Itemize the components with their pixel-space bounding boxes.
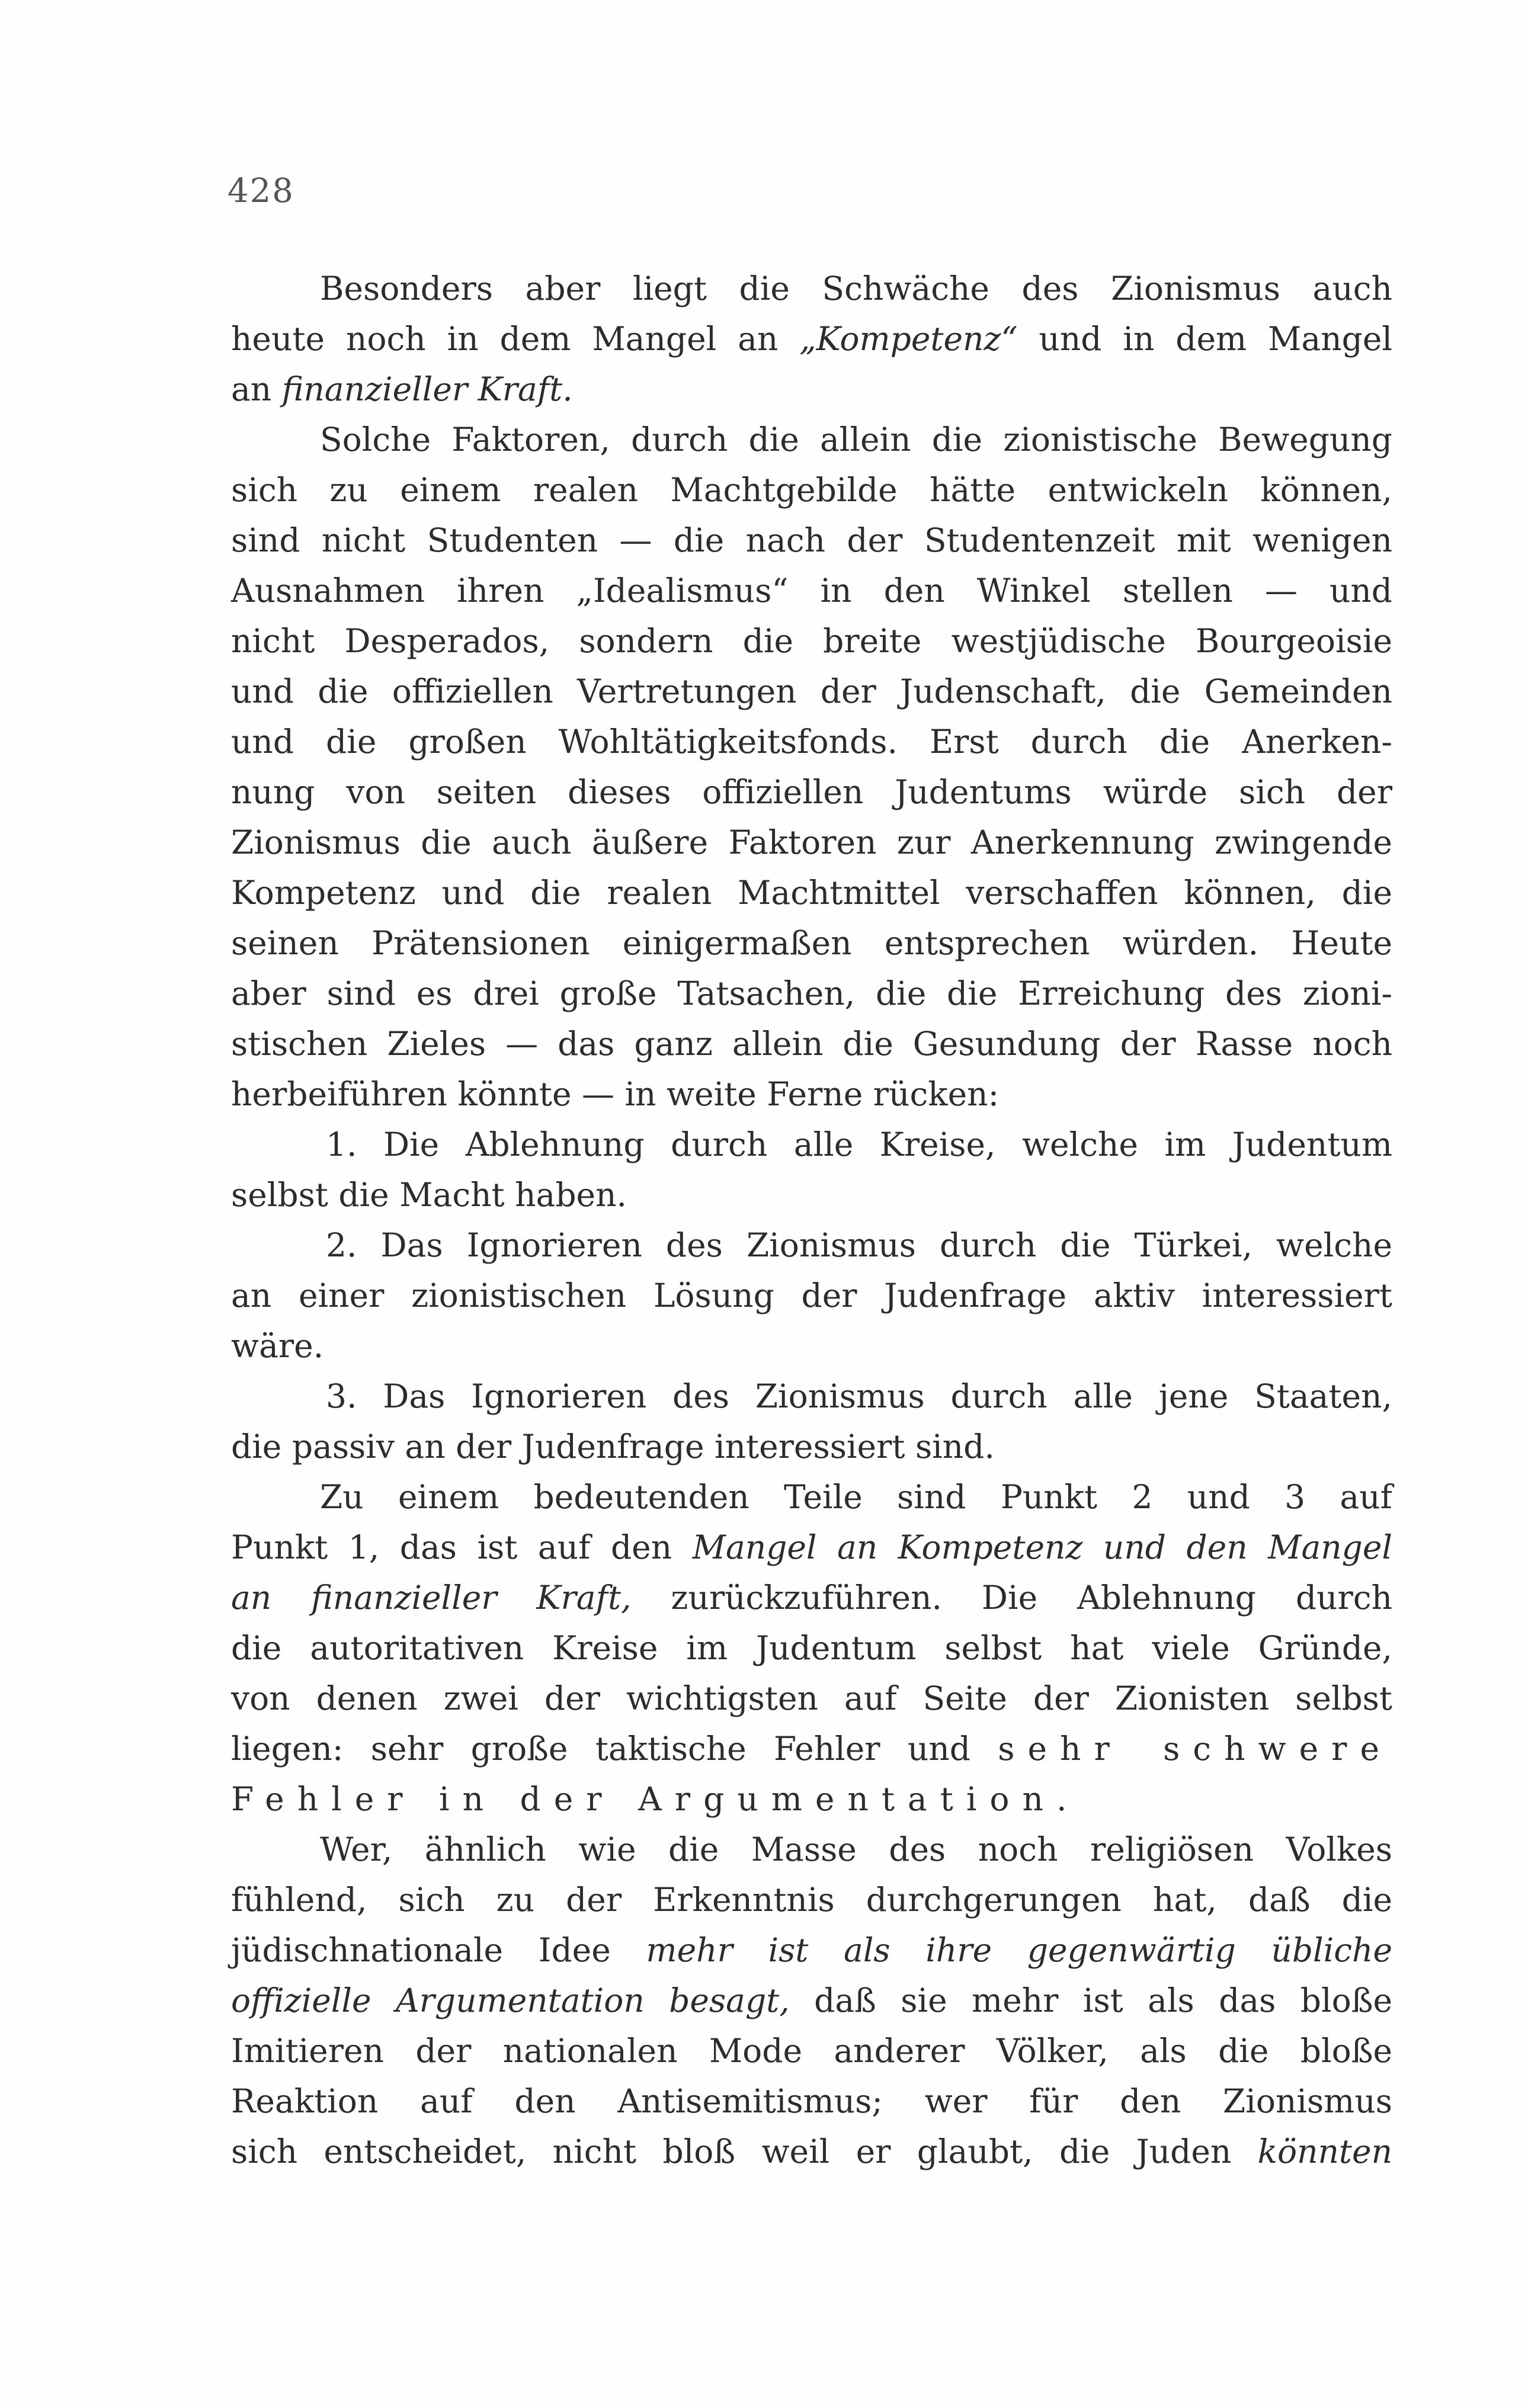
text-line: [231, 1976, 1392, 2026]
text-segment: liegen: sehr große taktische Fehler und: [231, 1730, 998, 1768]
emphasized-text: könnten: [1257, 2133, 1392, 2170]
emphasized-text: Mangel an Kompetenz und den Mangel: [692, 1528, 1393, 1566]
text-line: [231, 2076, 1392, 2127]
emphasized-text: mehr ist als ihre gegenwärtig übliche: [646, 1931, 1393, 1969]
text-line: [231, 1825, 1392, 1875]
emphasized-text: offizielle Argumentation besagt,: [231, 1981, 790, 2019]
text-segment: und die offiziellen Vertretungen der Judenschaft, die Gemeinden: [231, 672, 1392, 710]
spaced-emphasis-text: Fehler in der Argumentation.: [231, 1780, 1080, 1818]
text-line: [231, 1120, 1392, 1170]
text-line: [231, 1623, 1392, 1673]
emphasized-text: an finanzieller Kraft,: [231, 1579, 632, 1617]
text-segment: seinen Prätensionen einigermaßen entsprechen würden. Heute: [231, 924, 1392, 962]
text-line: [231, 515, 1392, 566]
text-segment: Zu einem bedeutenden Teile sind Punkt 2 und 3 auf: [320, 1478, 1392, 1516]
text-line: [231, 566, 1392, 616]
text-line: [231, 1522, 1392, 1573]
text-segment: herbeiführen könnte — in weite Ferne rücken:: [231, 1075, 1000, 1113]
text-segment: und die großen Wohltätigkeitsfonds. Erst durch die Anerken-: [231, 723, 1392, 761]
emphasized-text: „Kompetenz“: [799, 320, 1018, 358]
text-segment: daß sie mehr ist als das bloße: [789, 1981, 1392, 2019]
text-segment: 1. Die Ablehnung durch alle Kreise, welche im Judentum: [326, 1126, 1392, 1163]
text-segment: von denen zwei der wichtigsten auf Seite der Zionisten selbst: [231, 1679, 1392, 1717]
text-segment: Wer, ähnlich wie die Masse des noch religiösen Volkes: [320, 1830, 1392, 1868]
text-line: [231, 1724, 1392, 1774]
text-line: [231, 1573, 1392, 1623]
text-segment: nicht Desperados, sondern die breite westjüdische Bourgeoisie: [231, 622, 1392, 660]
text-line: [231, 1371, 1392, 1422]
text-line: [231, 264, 1392, 314]
text-segment: nung von seiten dieses offiziellen Judentums würde sich der: [231, 773, 1392, 811]
text-segment: die autoritativen Kreise im Judentum selbst hat viele Gründe,: [231, 1629, 1392, 1667]
text-segment: an: [231, 370, 282, 408]
text-line: [231, 2127, 1392, 2177]
text-segment: und in dem Mangel: [1017, 320, 1392, 358]
text-segment: selbst die Macht haben.: [231, 1176, 627, 1214]
text-segment: sind nicht Studenten — die nach der Studentenzeit mit wenigen: [231, 521, 1392, 559]
text-segment: heute noch in dem Mangel an: [231, 320, 800, 358]
text-segment: Zionismus die auch äußere Faktoren zur Anerkennung zwingende: [231, 823, 1392, 861]
text-line: [231, 314, 1392, 364]
text-segment: Ausnahmen ihren „Idealismus“ in den Winkel stellen — und: [231, 572, 1392, 610]
text-line: [231, 817, 1392, 868]
text-line: [231, 1321, 1392, 1371]
text-line: [231, 717, 1392, 767]
text-line: [231, 2026, 1392, 2076]
text-line: [231, 1271, 1392, 1321]
text-line: [231, 868, 1392, 918]
text-segment: jüdischnationale Idee: [231, 1931, 646, 1969]
text-line: [231, 616, 1392, 666]
text-line: [231, 918, 1392, 969]
text-line: [231, 969, 1392, 1019]
emphasized-text: finanzieller Kraft.: [281, 370, 573, 408]
text-line: [231, 1925, 1392, 1976]
text-line: [231, 1673, 1392, 1724]
text-segment: aber sind es drei große Tatsachen, die die Erreichung des zioni-: [231, 974, 1392, 1012]
text-segment: 3. Das Ignorieren des Zionismus durch alle jene Staaten,: [326, 1377, 1392, 1415]
text-segment: Kompetenz und die realen Machtmittel verschaffen können, die: [231, 874, 1392, 912]
text-line: [231, 1472, 1392, 1522]
text-segment: sich zu einem realen Machtgebilde hätte entwickeln können,: [231, 471, 1392, 509]
page-number: 428: [228, 172, 294, 210]
text-segment: wäre.: [231, 1327, 324, 1365]
text-segment: an einer zionistischen Lösung der Judenfrage aktiv interessiert: [231, 1277, 1392, 1314]
text-segment: Imitieren der nationalen Mode anderer Völker, als die bloße: [231, 2032, 1392, 2070]
text-segment: Reaktion auf den Antisemitismus; wer für den Zionismus: [231, 2082, 1392, 2120]
text-line: [231, 767, 1392, 817]
text-line: [231, 1875, 1392, 1925]
text-line: [231, 666, 1392, 717]
text-line: [231, 1019, 1392, 1069]
text-segment: Solche Faktoren, durch die allein die zionistische Bewegung: [320, 421, 1392, 458]
text-line: [231, 1774, 1392, 1825]
text-line: [231, 364, 1392, 415]
body-text: [231, 264, 1392, 2177]
text-segment: stischen Zieles — das ganz allein die Gesundung der Rasse noch: [231, 1025, 1392, 1063]
text-line: [231, 1170, 1392, 1220]
text-line: [231, 415, 1392, 465]
text-segment: Besonders aber liegt die Schwäche des Zionismus auch: [320, 270, 1392, 307]
text-segment: Punkt 1, das ist auf den: [231, 1528, 693, 1566]
text-line: [231, 1069, 1392, 1120]
text-segment: fühlend, sich zu der Erkenntnis durchgerungen hat, daß die: [231, 1881, 1392, 1919]
spaced-emphasis-text: sehr schwere: [998, 1730, 1392, 1768]
text-line: [231, 1220, 1392, 1271]
text-segment: die passiv an der Judenfrage interessiert sind.: [231, 1428, 995, 1466]
text-segment: 2. Das Ignorieren des Zionismus durch die Türkei, welche: [326, 1226, 1392, 1264]
text-segment: zurückzuführen. Die Ablehnung durch: [631, 1579, 1392, 1617]
text-line: [231, 465, 1392, 515]
text-segment: sich entscheidet, nicht bloß weil er glaubt, die Juden: [231, 2133, 1258, 2170]
text-line: [231, 1422, 1392, 1472]
